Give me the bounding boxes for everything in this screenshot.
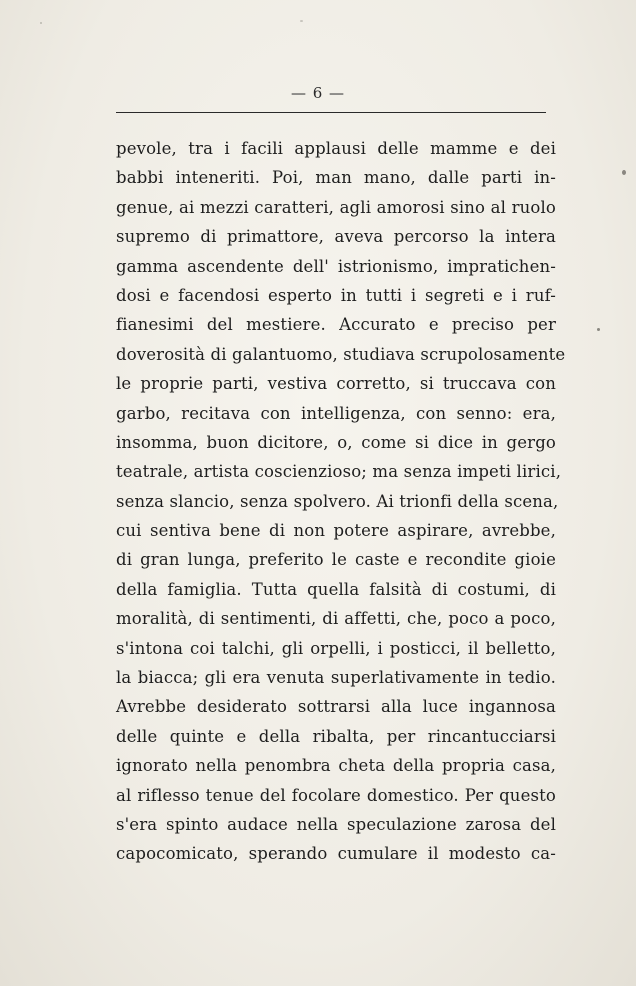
text-line: gamma ascendente dell' istrionismo, impratichen- [116,256,556,276]
text-line: cui sentiva bene di non potere aspirare, avrebbe, [116,521,556,541]
text-line: insomma, buon dicitore, o, come si dice in gergo [116,432,556,452]
body-text [116,134,566,869]
text-line: Avrebbe desiderato sottrarsi alla luce ingannosa [116,697,556,717]
text-line: s'intona coi talchi, gli orpelli, i posticci, il belletto, [116,638,556,658]
text-line: genue, ai mezzi caratteri, agli amorosi sino al ruolo [116,197,556,217]
text-line: moralità, di sentimenti, di affetti, che, poco a poco, [116,609,556,629]
text-line: le proprie parti, vestiva corretto, si truccava con [116,374,556,394]
text-line: supremo di primattore, aveva percorso la intera [116,227,556,247]
text-line: capocomicato, sperando cumulare il modesto ca- [116,844,556,864]
text-line: fianesimi del mestiere. Accurato e preciso per [116,315,556,335]
text-line: ignorato nella penombra cheta della propria casa, [116,756,556,776]
text-line: s'era spinto audace nella speculazione zarosa del [116,814,556,834]
paper-speck [622,170,626,175]
text-line: pevole, tra i facili applausi delle mamme e dei [116,139,556,158]
text-line: teatrale, artista coscienzioso; ma senza impeti lirici, [116,462,562,482]
text-line: dosi e facendosi esperto in tutti i segreti e i ruf- [116,285,556,305]
header-rule [116,112,546,113]
text-line: doverosità di galantuomo, studiava scrupolosamente [116,344,566,364]
text-line: la biacca; gli era venuta superlativamente in tedio. [116,668,556,688]
paper-speck [597,328,600,331]
text-line: di gran lunga, preferito le caste e recondite gioie [116,550,556,570]
text-line: garbo, recitava con intelligenza, con senno: era, [116,403,556,423]
paper-speck [40,22,42,24]
text-line: senza slancio, senza spolvero. Ai trionfi della scena, [116,491,559,511]
text-line: al riflesso tenue del focolare domestico. Per questo [116,785,556,805]
text-line: delle quinte e della ribalta, per rincantucciarsi [116,726,556,746]
page-number: — 6 — [290,84,346,102]
text-line: della famiglia. Tutta quella falsità di costumi, di [116,579,556,599]
text-line: babbi inteneriti. Poi, man mano, dalle parti in- [116,168,556,188]
paper-speck [300,20,303,22]
